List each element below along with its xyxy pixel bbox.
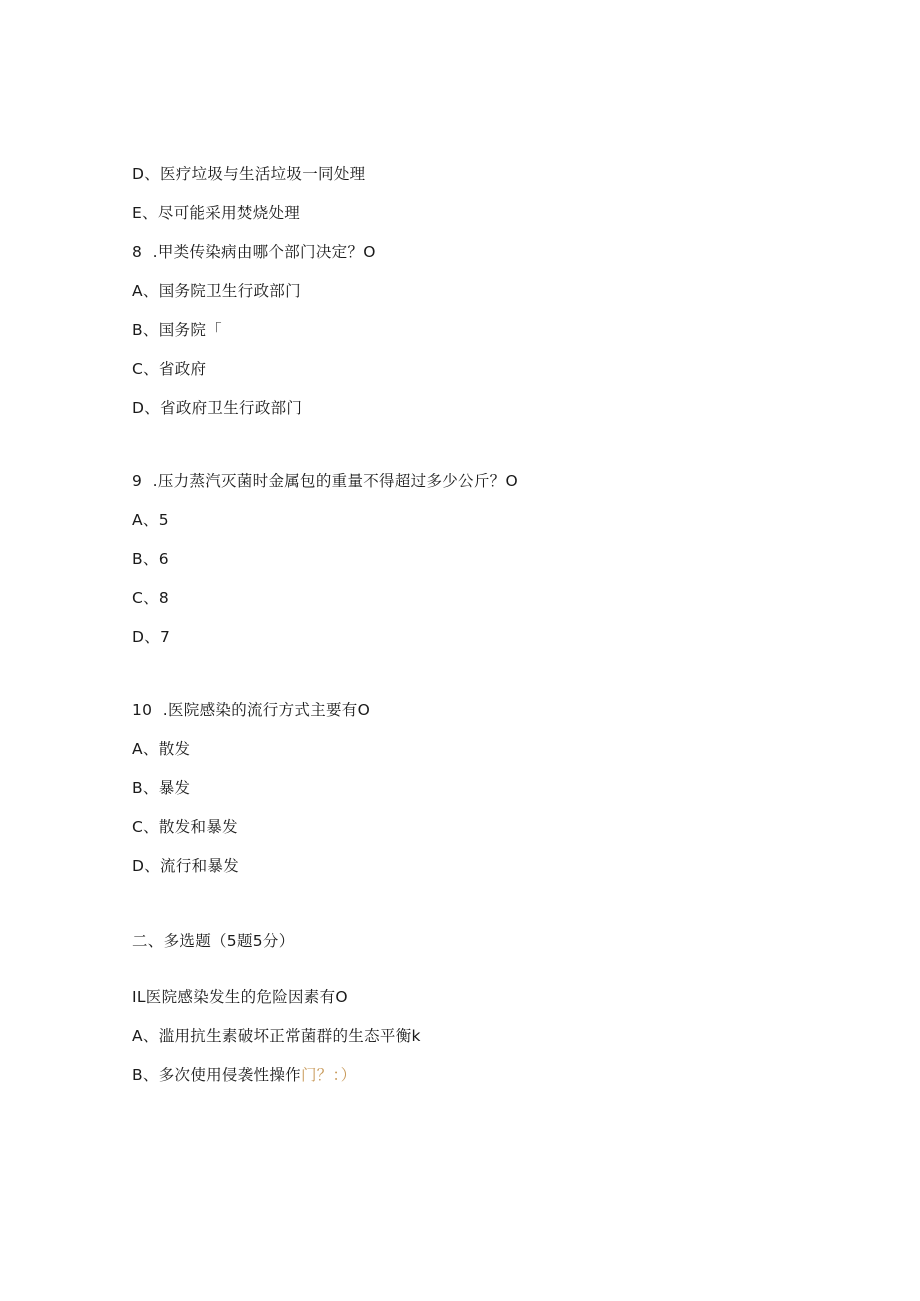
question-10: 10 .医院感染的流行方式主要有O (132, 701, 371, 719)
option-c-q9: C、8 (132, 589, 170, 607)
option-a-q11: A、滥用抗生素破坏正常菌群的生态平衡k (132, 1027, 421, 1045)
section-heading: 二、多选题（5题5分） (132, 932, 295, 950)
option-d-q9: D、7 (132, 628, 171, 646)
option-a-q8: A、国务院卫生行政部门 (132, 282, 301, 300)
option-b-q8: B、国务院「 (132, 321, 222, 339)
option-b-q11-text: B、多次使用侵袭性操作 (132, 1066, 301, 1084)
option-b-q11 (132, 1065, 356, 1085)
option-d-q8: D、省政府卫生行政部门 (132, 399, 303, 417)
option-b-q10: B、暴发 (132, 779, 191, 797)
question-9: 9 .压力蒸汽灭菌时金属包的重量不得超过多少公斤？O (132, 472, 518, 490)
option-e-q7: E、尽可能采用焚烧处理 (132, 204, 301, 222)
option-a-q10: A、散发 (132, 740, 191, 758)
question-8: 8 .甲类传染病由哪个部门决定？O (132, 243, 376, 261)
option-c-q10: C、散发和暴发 (132, 818, 238, 836)
option-c-q8: C、省政府 (132, 360, 207, 378)
option-d-q7: D、医疗垃圾与生活垃圾一同处理 (132, 165, 366, 183)
question-11: IL医院感染发生的危险因素有O (132, 988, 348, 1006)
option-b-q11-suffix: 门？：） (300, 1066, 357, 1084)
option-a-q9: A、5 (132, 511, 169, 529)
option-b-q9: B、6 (132, 550, 169, 568)
option-d-q10: D、流行和暴发 (132, 857, 240, 875)
